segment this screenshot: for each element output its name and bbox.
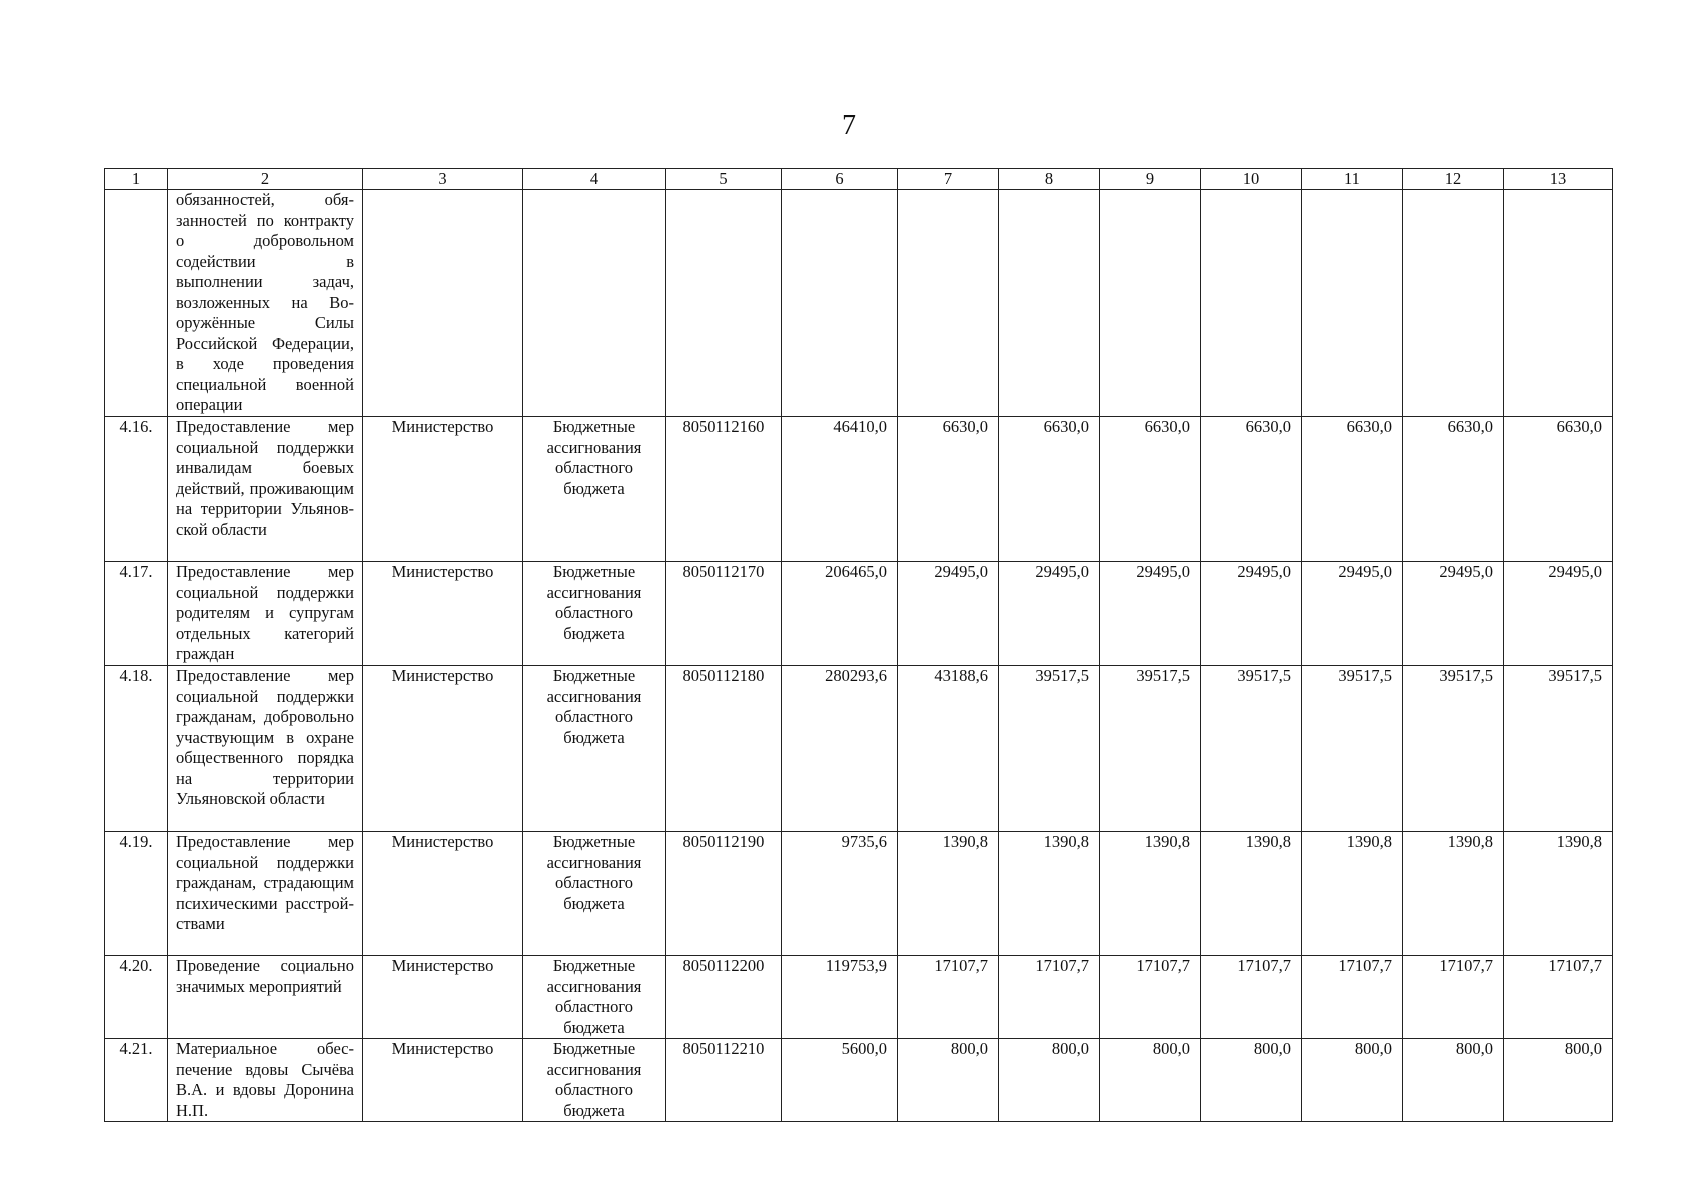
row-value: 6630,0 bbox=[999, 417, 1100, 562]
row-description: Предоставление мер социальной поддержки гражданам, добровольно участвующим в охране общественного порядка на территории Ульяновской области bbox=[168, 666, 363, 832]
table-row bbox=[105, 956, 1613, 1039]
row-value: 1390,8 bbox=[1504, 832, 1613, 956]
row-description: Предоставление мер социальной поддержки родителям и супругам отдельных категорий граждан bbox=[168, 562, 363, 666]
row-value: 17107,7 bbox=[1504, 956, 1613, 1039]
row-value: 29495,0 bbox=[1100, 562, 1201, 666]
row-value: 17107,7 bbox=[999, 956, 1100, 1039]
column-header: 13 bbox=[1504, 169, 1613, 190]
row-value: 6630,0 bbox=[1403, 417, 1504, 562]
row-value: 206465,0 bbox=[782, 562, 898, 666]
row-value bbox=[898, 190, 999, 417]
row-executor: Министерство bbox=[363, 1039, 523, 1122]
row-number bbox=[105, 190, 168, 417]
row-value: 1390,8 bbox=[999, 832, 1100, 956]
row-number: 4.17. bbox=[105, 562, 168, 666]
row-number: 4.19. bbox=[105, 832, 168, 956]
row-value bbox=[1100, 190, 1201, 417]
row-value: 39517,5 bbox=[1201, 666, 1302, 832]
row-value bbox=[1403, 190, 1504, 417]
row-value: 29495,0 bbox=[898, 562, 999, 666]
row-value bbox=[999, 190, 1100, 417]
row-value bbox=[1302, 190, 1403, 417]
row-value: 800,0 bbox=[898, 1039, 999, 1122]
table-row bbox=[105, 832, 1613, 956]
row-description: Материальное обеспечение вдовы Сычёва В.А. и вдовы Доронина Н.П. bbox=[168, 1039, 363, 1122]
row-value: 46410,0 bbox=[782, 417, 898, 562]
row-value: 29495,0 bbox=[1504, 562, 1613, 666]
row-code bbox=[666, 190, 782, 417]
row-description: Проведение социально значимых мероприятий bbox=[168, 956, 363, 1039]
row-executor: Министерство bbox=[363, 832, 523, 956]
table-row bbox=[105, 562, 1613, 666]
row-description: Предоставление мер социальной поддержки инвалидам боевых действий, проживающим на территории Ульяновской области bbox=[168, 417, 363, 562]
row-value: 6630,0 bbox=[1100, 417, 1201, 562]
row-value: 17107,7 bbox=[1302, 956, 1403, 1039]
column-header: 7 bbox=[898, 169, 999, 190]
row-value: 29495,0 bbox=[999, 562, 1100, 666]
budget-table bbox=[104, 168, 1613, 1122]
row-description: обязанностей, обязанностей по контракту о добровольном содействии в выполнении задач, возложенных на Вооружённые Силы Российской Федерации, в ходе проведения специальной военной операции bbox=[168, 190, 363, 417]
table-row bbox=[105, 417, 1613, 562]
row-value: 39517,5 bbox=[1302, 666, 1403, 832]
column-header: 3 bbox=[363, 169, 523, 190]
row-value: 43188,6 bbox=[898, 666, 999, 832]
row-value bbox=[782, 190, 898, 417]
row-value: 800,0 bbox=[1302, 1039, 1403, 1122]
row-executor: Министерство bbox=[363, 956, 523, 1039]
row-value: 800,0 bbox=[1100, 1039, 1201, 1122]
row-value: 1390,8 bbox=[1302, 832, 1403, 956]
column-header: 4 bbox=[523, 169, 666, 190]
row-value bbox=[1504, 190, 1613, 417]
row-value: 800,0 bbox=[1403, 1039, 1504, 1122]
column-header: 9 bbox=[1100, 169, 1201, 190]
row-value: 119753,9 bbox=[782, 956, 898, 1039]
column-header: 2 bbox=[168, 169, 363, 190]
row-value: 17107,7 bbox=[898, 956, 999, 1039]
row-description: Предоставление мер социальной поддержки гражданам, страдающим психическими расстройствами bbox=[168, 832, 363, 956]
row-value: 6630,0 bbox=[1302, 417, 1403, 562]
row-value: 29495,0 bbox=[1403, 562, 1504, 666]
row-value bbox=[1201, 190, 1302, 417]
row-value: 6630,0 bbox=[898, 417, 999, 562]
column-header: 12 bbox=[1403, 169, 1504, 190]
column-header: 5 bbox=[666, 169, 782, 190]
row-source: Бюджетные ассигнования областного бюджета bbox=[523, 1039, 666, 1122]
table-row bbox=[105, 190, 1613, 417]
row-value: 9735,6 bbox=[782, 832, 898, 956]
page-number: 7 bbox=[842, 110, 856, 141]
row-value: 29495,0 bbox=[1302, 562, 1403, 666]
row-value: 6630,0 bbox=[1504, 417, 1613, 562]
table-header-row bbox=[105, 169, 1613, 190]
row-source: Бюджетные ассигнования областного бюджета bbox=[523, 417, 666, 562]
row-code: 8050112160 bbox=[666, 417, 782, 562]
row-value: 1390,8 bbox=[1201, 832, 1302, 956]
row-value: 17107,7 bbox=[1100, 956, 1201, 1039]
row-value: 5600,0 bbox=[782, 1039, 898, 1122]
column-header: 1 bbox=[105, 169, 168, 190]
row-number: 4.20. bbox=[105, 956, 168, 1039]
row-code: 8050112170 bbox=[666, 562, 782, 666]
row-source: Бюджетные ассигнования областного бюджета bbox=[523, 666, 666, 832]
row-value: 17107,7 bbox=[1403, 956, 1504, 1039]
table-row bbox=[105, 666, 1613, 832]
row-source bbox=[523, 190, 666, 417]
row-code: 8050112180 bbox=[666, 666, 782, 832]
row-value: 800,0 bbox=[999, 1039, 1100, 1122]
row-executor bbox=[363, 190, 523, 417]
row-code: 8050112190 bbox=[666, 832, 782, 956]
column-header: 8 bbox=[999, 169, 1100, 190]
row-value: 39517,5 bbox=[1504, 666, 1613, 832]
row-source: Бюджетные ассигнования областного бюджета bbox=[523, 832, 666, 956]
row-value: 17107,7 bbox=[1201, 956, 1302, 1039]
row-value: 39517,5 bbox=[999, 666, 1100, 832]
row-code: 8050112210 bbox=[666, 1039, 782, 1122]
column-header: 10 bbox=[1201, 169, 1302, 190]
row-executor: Министерство bbox=[363, 666, 523, 832]
row-executor: Министерство bbox=[363, 417, 523, 562]
column-header: 6 bbox=[782, 169, 898, 190]
row-source: Бюджетные ассигнования областного бюджета bbox=[523, 562, 666, 666]
row-value: 39517,5 bbox=[1403, 666, 1504, 832]
column-header: 11 bbox=[1302, 169, 1403, 190]
row-source: Бюджетные ассигнования областного бюджета bbox=[523, 956, 666, 1039]
row-value: 29495,0 bbox=[1201, 562, 1302, 666]
row-number: 4.21. bbox=[105, 1039, 168, 1122]
row-value: 39517,5 bbox=[1100, 666, 1201, 832]
row-value: 280293,6 bbox=[782, 666, 898, 832]
row-value: 800,0 bbox=[1504, 1039, 1613, 1122]
row-value: 1390,8 bbox=[1100, 832, 1201, 956]
row-value: 1390,8 bbox=[1403, 832, 1504, 956]
row-number: 4.16. bbox=[105, 417, 168, 562]
row-executor: Министерство bbox=[363, 562, 523, 666]
row-value: 1390,8 bbox=[898, 832, 999, 956]
row-value: 6630,0 bbox=[1201, 417, 1302, 562]
row-number: 4.18. bbox=[105, 666, 168, 832]
row-value: 800,0 bbox=[1201, 1039, 1302, 1122]
row-code: 8050112200 bbox=[666, 956, 782, 1039]
table-row bbox=[105, 1039, 1613, 1122]
